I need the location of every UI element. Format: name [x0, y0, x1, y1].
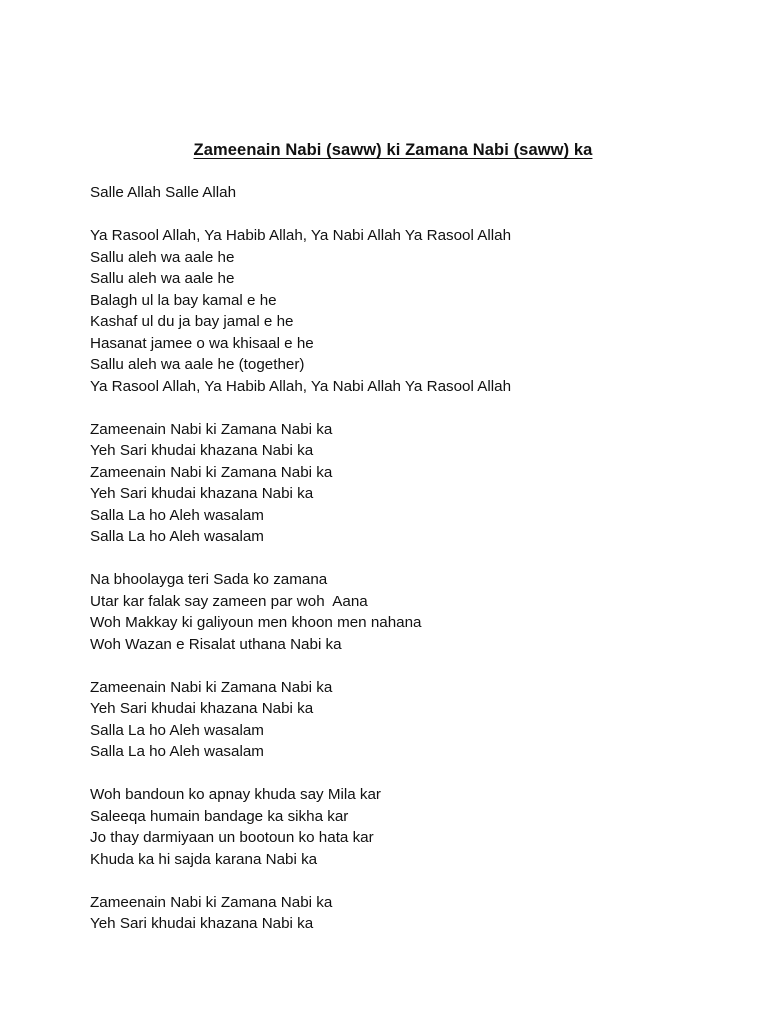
lyric-line: Utar kar falak say zameen par woh Aana	[90, 592, 368, 610]
stanza	[90, 784, 730, 870]
lyric-line: Sallu aleh wa aale he (together)	[90, 356, 305, 373]
stanza	[90, 182, 730, 204]
lyric-line: Salle Allah Salle Allah	[90, 184, 237, 201]
lyric-line: Zameenain Nabi ki Zamana Nabi ka	[90, 420, 333, 438]
lyric-line: Zameenain Nabi ki Zamana Nabi ka	[90, 463, 333, 481]
stanza	[90, 892, 730, 935]
lyric-line: Yeh Sari khudai khazana Nabi ka	[90, 915, 314, 932]
lyric-line: Woh bandoun ko apnay khuda say Mila kar	[90, 786, 381, 803]
stanza	[90, 225, 730, 397]
lyric-line: Ya Rasool Allah, Ya Habib Allah, Ya Nabi Allah Ya Rasool Allah	[90, 377, 512, 395]
lyric-line: Salla La ho Aleh wasalam	[90, 506, 264, 524]
stanza	[90, 419, 730, 548]
lyric-line: Yeh Sari khudai khazana Nabi ka	[90, 442, 314, 459]
document-title: Zameenain Nabi (saww) ki Zamana Nabi (saww) ka	[193, 141, 593, 159]
lyric-line: Yeh Sari khudai khazana Nabi ka	[90, 700, 314, 717]
lyric-line: Saleeqa humain bandage ka sikha kar	[90, 807, 349, 825]
lyric-line: Hasanat jamee o wa khisaal e he	[90, 334, 314, 352]
lyric-line: Woh Wazan e Risalat uthana Nabi ka	[90, 635, 342, 653]
lyric-line: Ya Rasool Allah, Ya Habib Allah, Ya Nabi Allah Ya Rasool Allah	[90, 227, 512, 244]
lyric-line: Jo thay darmiyaan un bootoun ko hata kar	[90, 829, 374, 846]
lyric-line: Zameenain Nabi ki Zamana Nabi ka	[90, 893, 333, 911]
lyric-line: Yeh Sari khudai khazana Nabi ka	[90, 485, 314, 502]
lyric-line: Kashaf ul du ja bay jamal e he	[90, 313, 294, 330]
lyric-line: Salla La ho Aleh wasalam	[90, 721, 264, 739]
stanza	[90, 677, 730, 763]
lyric-line: Sallu aleh wa aale he	[90, 248, 235, 266]
lyrics-body	[90, 182, 730, 956]
lyric-line: Salla La ho Aleh wasalam	[90, 528, 264, 545]
stanza	[90, 569, 730, 655]
lyric-line: Na bhoolayga teri Sada ko zamana	[90, 571, 328, 588]
lyric-line: Balagh ul la bay kamal e he	[90, 291, 277, 309]
lyric-line: Zameenain Nabi ki Zamana Nabi ka	[90, 678, 333, 696]
lyric-line: Khuda ka hi sajda karana Nabi ka	[90, 850, 318, 868]
lyric-line: Salla La ho Aleh wasalam	[90, 743, 264, 760]
lyric-line: Sallu aleh wa aale he	[90, 270, 235, 287]
lyric-line: Woh Makkay ki galiyoun men khoon men nahana	[90, 614, 422, 631]
